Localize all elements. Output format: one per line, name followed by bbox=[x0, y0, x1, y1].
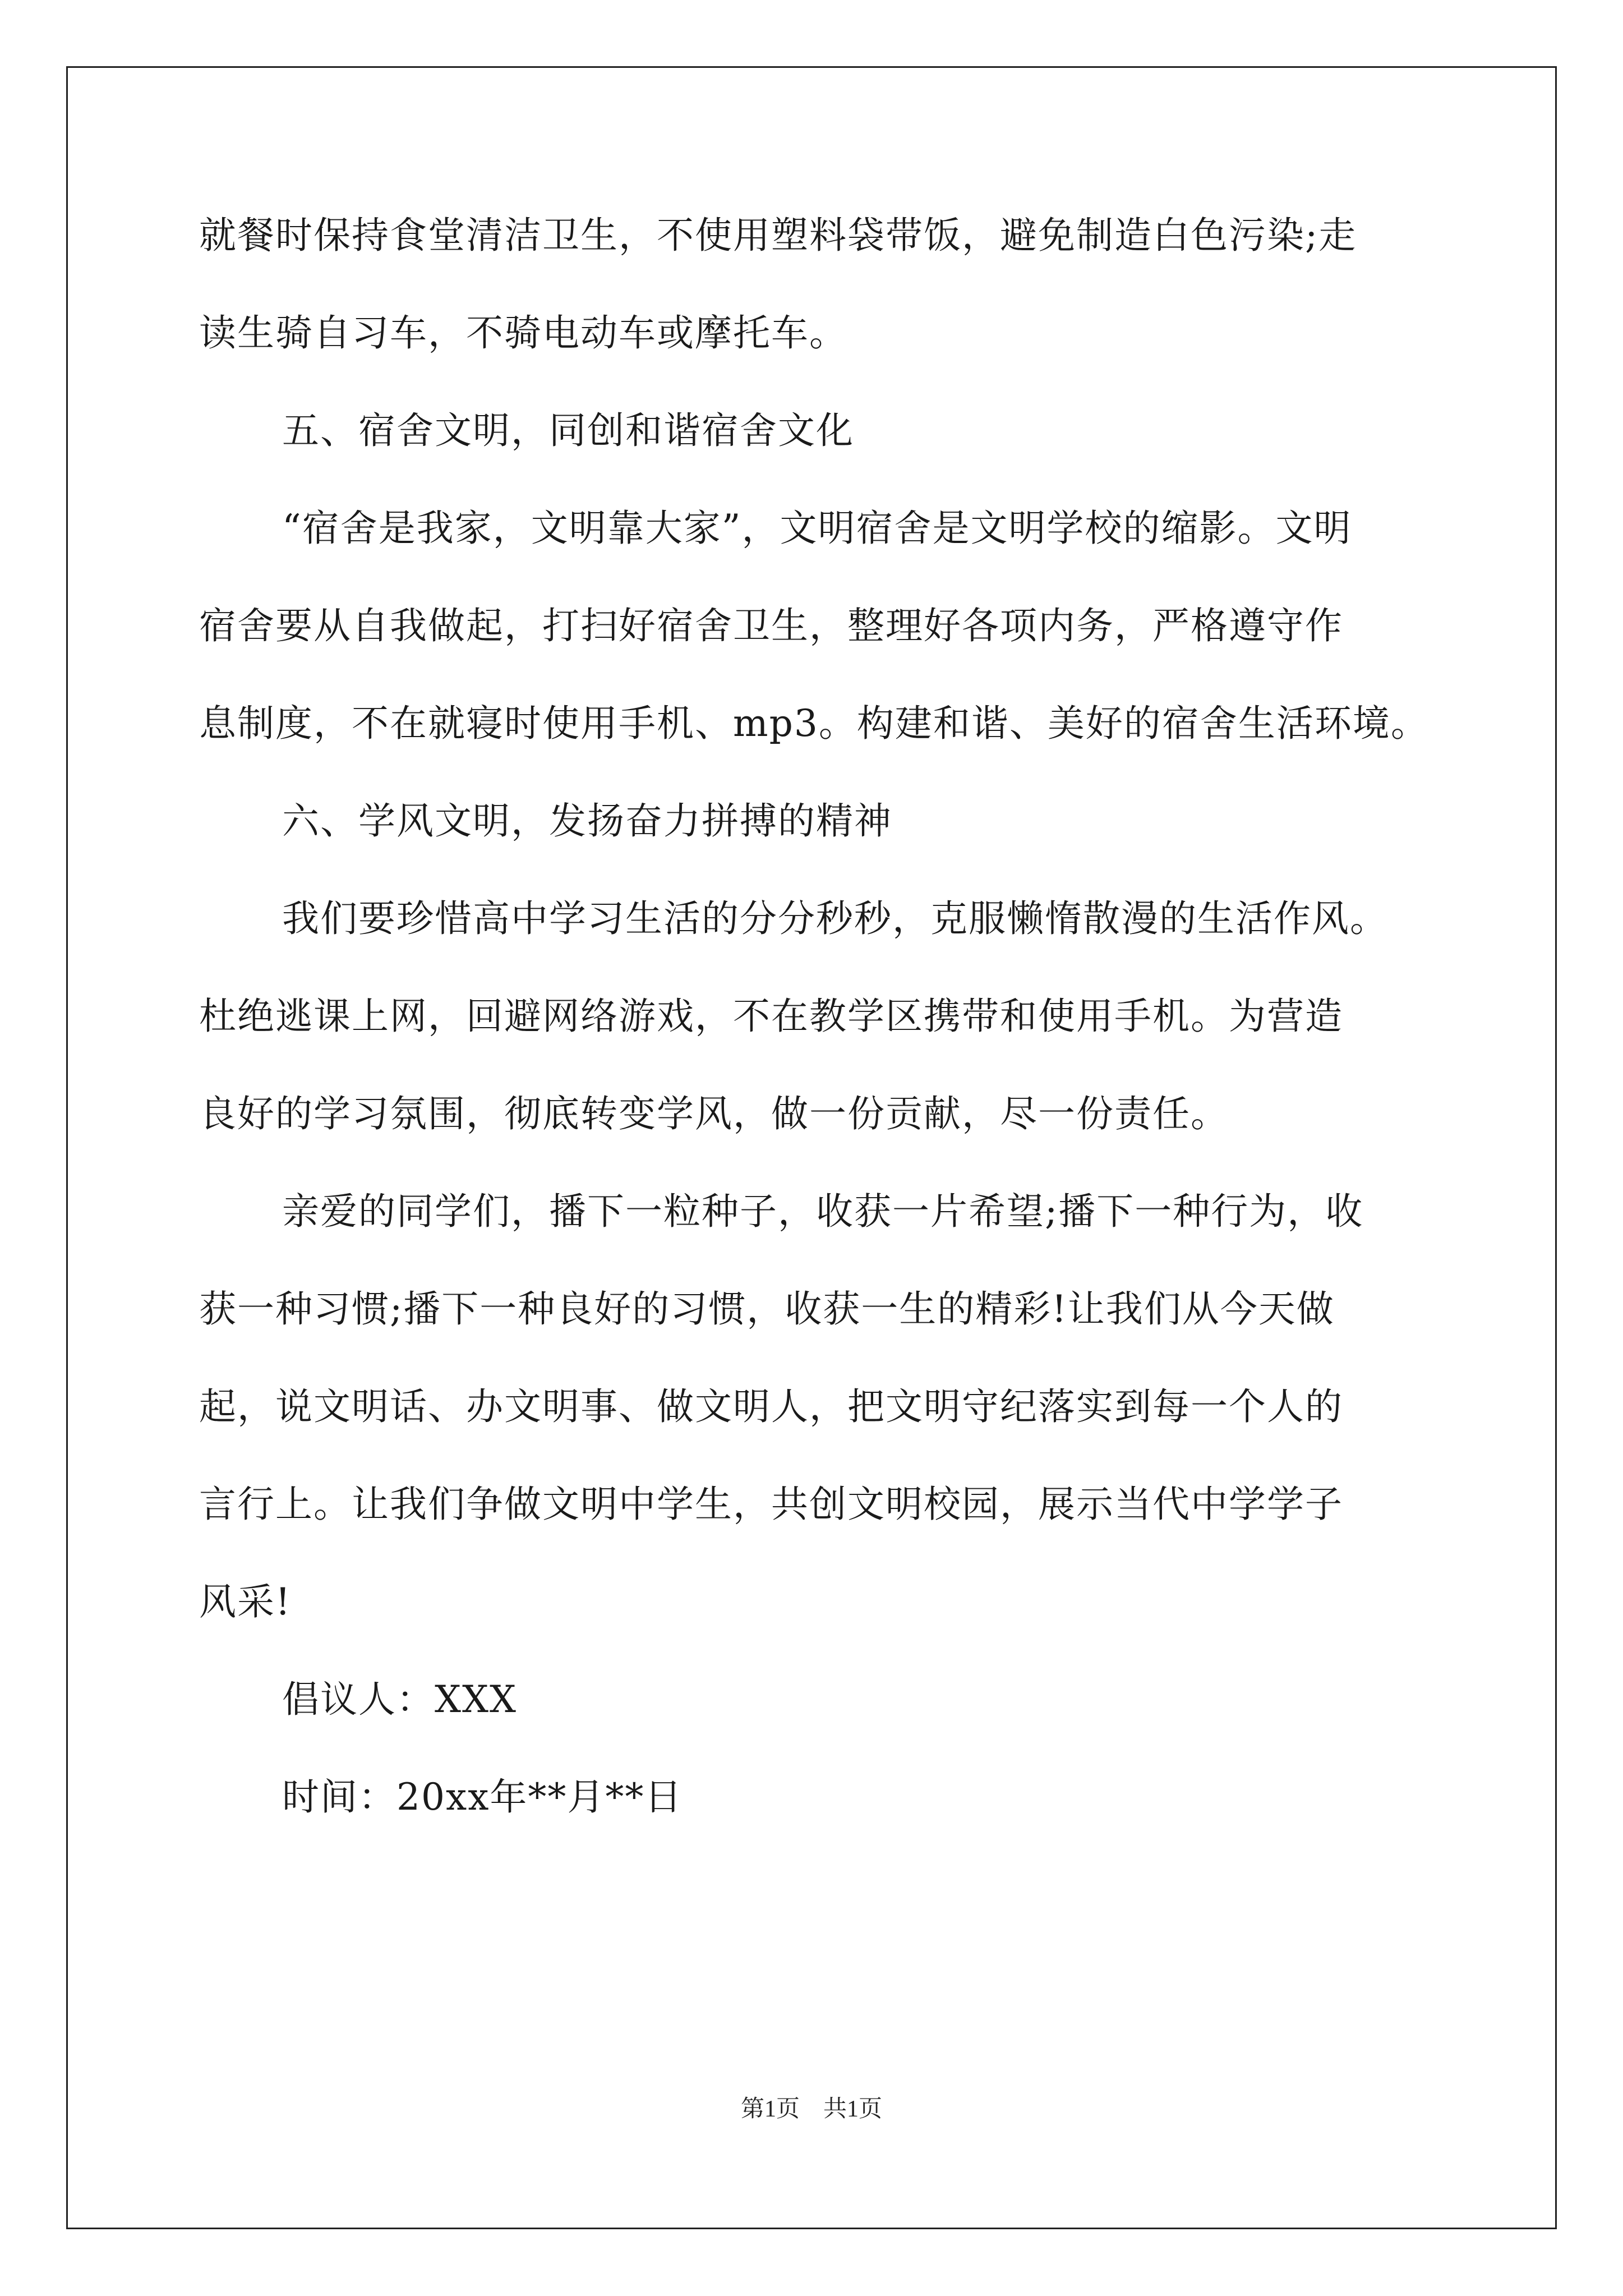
body-line: 就餐时保持食堂清洁卫生，不使用塑料袋带饭，避免制造白色污染;走 bbox=[199, 214, 1357, 257]
body-line: 言行上。让我们争做文明中学生，共创文明校园，展示当代中学学子 bbox=[199, 1483, 1343, 1526]
date-line: 时间：20xx年**月**日 bbox=[282, 1775, 683, 1819]
body-line: 良好的学习氛围，彻底转变学风，做一份贡献，尽一份责任。 bbox=[199, 1092, 1229, 1135]
body-line: “宿舍是我家，文明靠大家”，文明宿舍是文明学校的缩影。文明 bbox=[282, 507, 1352, 550]
body-line: 起，说文明话、办文明事、做文明人，把文明守纪落实到每一个人的 bbox=[199, 1385, 1343, 1428]
body-line: 风采! bbox=[199, 1580, 292, 1623]
section-heading-study: 六、学风文明，发扬奋力拼搏的精神 bbox=[282, 799, 892, 843]
body-line: 宿舍要从自我做起，打扫好宿舍卫生，整理好各项内务，严格遵守作 bbox=[199, 604, 1343, 647]
initiator-line: 倡议人：XXX bbox=[282, 1678, 517, 1721]
body-line: 息制度，不在就寝时使用手机、mp3。构建和谐、美好的宿舍生活环境。 bbox=[199, 702, 1429, 745]
body-line: 亲爱的同学们，播下一粒种子，收获一片希望;播下一种行为，收 bbox=[282, 1190, 1364, 1233]
section-heading-dormitory: 五、宿舍文明，同创和谐宿舍文化 bbox=[282, 409, 854, 452]
body-line: 读生骑自习车，不骑电动车或摩托车。 bbox=[199, 311, 847, 355]
body-line: 我们要珍惜高中学习生活的分分秒秒，克服懒惰散漫的生活作风。 bbox=[282, 897, 1388, 940]
body-line: 获一种习惯;播下一种良好的习惯，收获一生的精彩!让我们从今天做 bbox=[199, 1287, 1335, 1331]
document-body bbox=[199, 208, 1455, 1867]
page-number: 第1页 共1页 bbox=[740, 2096, 882, 2122]
body-line: 杜绝逃课上网，回避网络游戏，不在教学区携带和使用手机。为营造 bbox=[199, 995, 1343, 1038]
